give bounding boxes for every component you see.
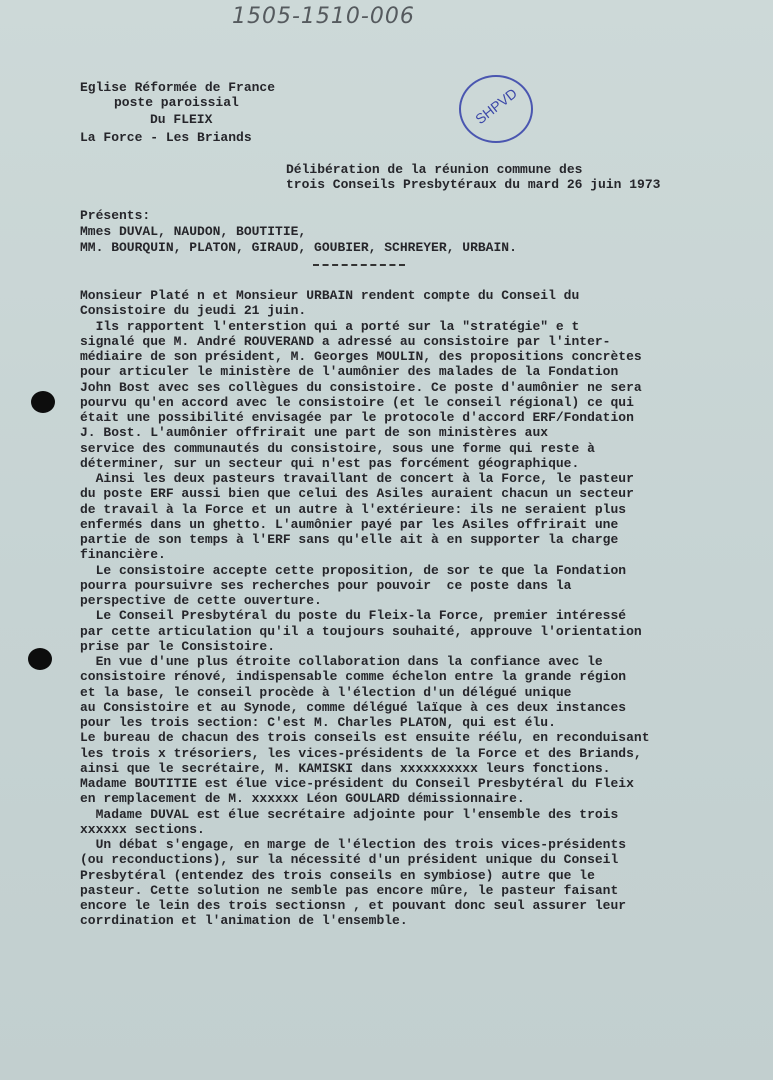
body-line: Ils rapportent l'enterstion qui a porté sur la "stratégie" e t [80, 318, 580, 334]
body-line: au Consistoire et au Synode, comme délégué laïque à ces deux instances [80, 699, 627, 715]
body-line: était une possibilité envisagée par le protocole d'accord ERF/Fondation [80, 410, 634, 425]
archive-stamp [459, 75, 533, 143]
body-line: et la base, le conseil procède à l'élection d'un délégué unique [80, 684, 572, 700]
body-line: signalé que M. André ROUVERAND a adressé au consistoire par l'inter- [80, 333, 611, 349]
body-line: financière. [80, 547, 166, 563]
presents-men: MM. BOURQUIN, PLATON, GIRAUD, GOUBIER, SCHREYER, URBAIN. [80, 240, 517, 255]
body-line: pourra poursuivre ses recherches pour pouvoir ce poste dans la [80, 577, 572, 593]
punch-hole-bottom [28, 648, 52, 670]
body-line: partie de son temps à l'ERF sans qu'elle ait à en supporter la charge [80, 532, 619, 547]
stamp-text: SHPVD [472, 84, 520, 128]
body-line: ainsi que le secrétaire, M. KAMISKI dans xxxxxxxxxx leurs fonctions. [80, 760, 611, 776]
body-line: pasteur. Cette solution ne semble pas encore mûre, le pasteur faisant [80, 882, 619, 898]
body-line: par cette articulation qu'il a toujours souhaité, approuve l'orientation [80, 623, 642, 639]
body-line: corrdination et l'animation de l'ensemble. [80, 913, 408, 929]
body-line: En vue d'une plus étroite collaboration dans la confiance avec le [80, 654, 603, 669]
body-line: Monsieur Platé n et Monsieur URBAIN rendent compte du Conseil du [80, 288, 580, 303]
body-line: perspective de cette ouverture. [80, 593, 322, 608]
separator-line [313, 264, 405, 266]
body-line: pour les trois section: C'est M. Charles PLATON, qui est élu. [80, 715, 556, 730]
body-line: pourvu qu'en accord avec le consistoire (et le conseil régional) ce qui [80, 394, 634, 410]
body-line: déterminer, sur un secteur qui n'est pas forcément géographique. [80, 455, 580, 471]
header-locations: La Force - Les Briands [80, 130, 252, 145]
header-place: Du FLEIX [150, 112, 213, 127]
body-line: Le bureau de chacun des trois conseils est ensuite réélu, en reconduisant [80, 730, 650, 746]
body-line: pour articuler le ministère de l'aumônier des malades de la Fondation [80, 364, 619, 380]
body-line: les trois x trésoriers, les vices-présidents de la Force et des Briands, [80, 745, 642, 761]
body-line: prise par le Consistoire. [80, 638, 276, 654]
body-line: Un débat s'engage, en marge de l'élection des trois vices-présidents [80, 837, 627, 852]
body-line: en remplacement de M. xxxxxx Léon GOULARD démissionnaire. [80, 791, 525, 807]
body-line: Ainsi les deux pasteurs travaillant de concert à la Force, le pasteur [80, 471, 634, 486]
body-line: service des communautés du consistoire, sous une forme qui reste à [80, 440, 595, 456]
body-line: encore le lein des trois sectionsn , et pouvant donc seul assurer leur [80, 898, 627, 913]
body-line: enfermés dans un ghetto. L'aumônier payé par les Asiles offrirait une [80, 516, 619, 532]
presents-women: Mmes DUVAL, NAUDON, BOUTITIE, [80, 224, 307, 239]
body-line: du poste ERF aussi bien que celui des Asiles auraient chacun un secteur [80, 486, 634, 502]
header-church: Eglise Réformée de France [80, 80, 276, 95]
title-line-1: Délibération de la réunion commune des [286, 162, 583, 177]
body-line: xxxxxx sections. [80, 821, 205, 837]
punch-hole-top [31, 391, 55, 413]
body-line: consistoire rénové, indispensable comme échelon entre la grande région [80, 669, 627, 685]
body-line: Presbytéral (entendez des trois conseils en symbiose) autre que le [80, 867, 595, 883]
body-line: J. Bost. L'aumônier offrirait une part de son ministères aux [80, 425, 549, 441]
presents-label: Présents: [80, 208, 151, 223]
body-line: Le Conseil Presbytéral du poste du Fleix-la Force, premier intéressé [80, 608, 627, 624]
body-line: Le consistoire accepte cette proposition, de sor te que la Fondation [80, 562, 627, 578]
body-line: médiaire de son président, M. Georges MOULIN, des propositions concrètes [80, 349, 642, 364]
body-line: Madame BOUTITIE est élue vice-président du Conseil Presbytéral du Fleix [80, 776, 634, 791]
body-line: Madame DUVAL est élue secrétaire adjointe pour l'ensemble des trois [80, 806, 619, 822]
body-line: John Bost avec ses collègues du consistoire. Ce poste d'aumônier ne sera [80, 379, 642, 395]
body-line: Consistoire du jeudi 21 juin. [80, 303, 307, 319]
header-parish: poste paroissial [114, 95, 239, 110]
body-line: (ou reconductions), sur la nécessité d'un président unique du Conseil [80, 852, 619, 868]
title-line-2: trois Conseils Presbytéraux du mard 26 juin 1973 [286, 177, 661, 192]
body-line: de travail à la Force et un autre à l'extérieure: ils ne seraient plus [80, 501, 627, 517]
archive-reference: 1505-1510-006 [232, 4, 415, 29]
